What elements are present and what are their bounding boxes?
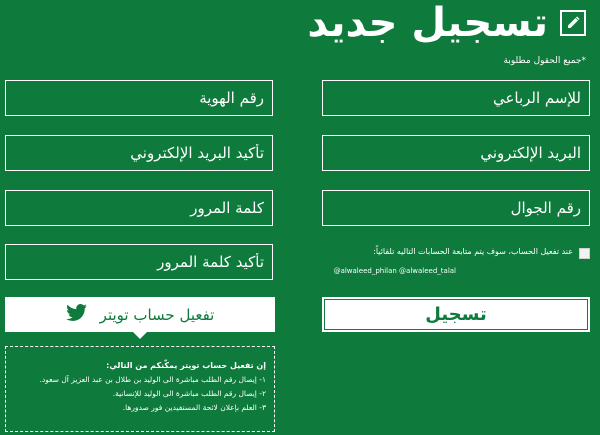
email-confirm-field-wrapper <box>5 135 273 171</box>
twitter-benefits-box <box>5 346 275 432</box>
id-number-input[interactable] <box>6 81 272 115</box>
id-number-field-wrapper <box>5 80 273 116</box>
auto-follow-label: عند تفعيل الحساب، سوف يتم متابعة الحسابات التاليه تلقائياً: <box>373 247 573 256</box>
twitter-benefits-title: إن تفعيل حساب تويتر يمكّنكم من التالي: <box>106 361 266 370</box>
password-field-wrapper <box>5 190 273 226</box>
full-name-input[interactable] <box>323 81 589 115</box>
password-confirm-field-wrapper <box>5 244 273 280</box>
mobile-field-wrapper <box>322 190 590 226</box>
auto-follow-section <box>322 247 590 275</box>
twitter-button-pointer <box>132 331 148 339</box>
twitter-bird-icon <box>66 304 88 326</box>
email-input[interactable] <box>323 136 589 170</box>
list-item: ٣- العلم بإعلان لائحة المستفيدين فور صدورها. <box>122 403 266 412</box>
auto-follow-checkbox[interactable] <box>579 248 590 259</box>
email-confirm-input[interactable] <box>6 136 272 170</box>
list-item: ٢- إيصال رقم الطلب مباشرة الى الوليد للإنسانية. <box>112 389 266 398</box>
required-fields-note: *جميع الحقول مطلوبة <box>503 56 586 66</box>
edit-icon <box>560 10 586 36</box>
follow-handles: @alwaleed_philan @alwaleed_talal <box>333 267 456 275</box>
password-input[interactable] <box>6 191 272 225</box>
page-title: تسجيل جديد <box>307 0 548 46</box>
twitter-activate-label: تفعيل حساب تويتر <box>99 305 215 324</box>
mobile-input[interactable] <box>323 191 589 225</box>
email-field-wrapper <box>322 135 590 171</box>
password-confirm-input[interactable] <box>6 245 272 279</box>
twitter-activate-button[interactable] <box>5 297 275 332</box>
page-header <box>307 0 586 46</box>
full-name-field-wrapper <box>322 80 590 116</box>
register-button[interactable]: تسجيل <box>322 297 590 332</box>
list-item: ١- إيصال رقم الطلب مباشرة الى الوليد بن طلال بن عبد العزيز آل سعود. <box>39 375 266 384</box>
